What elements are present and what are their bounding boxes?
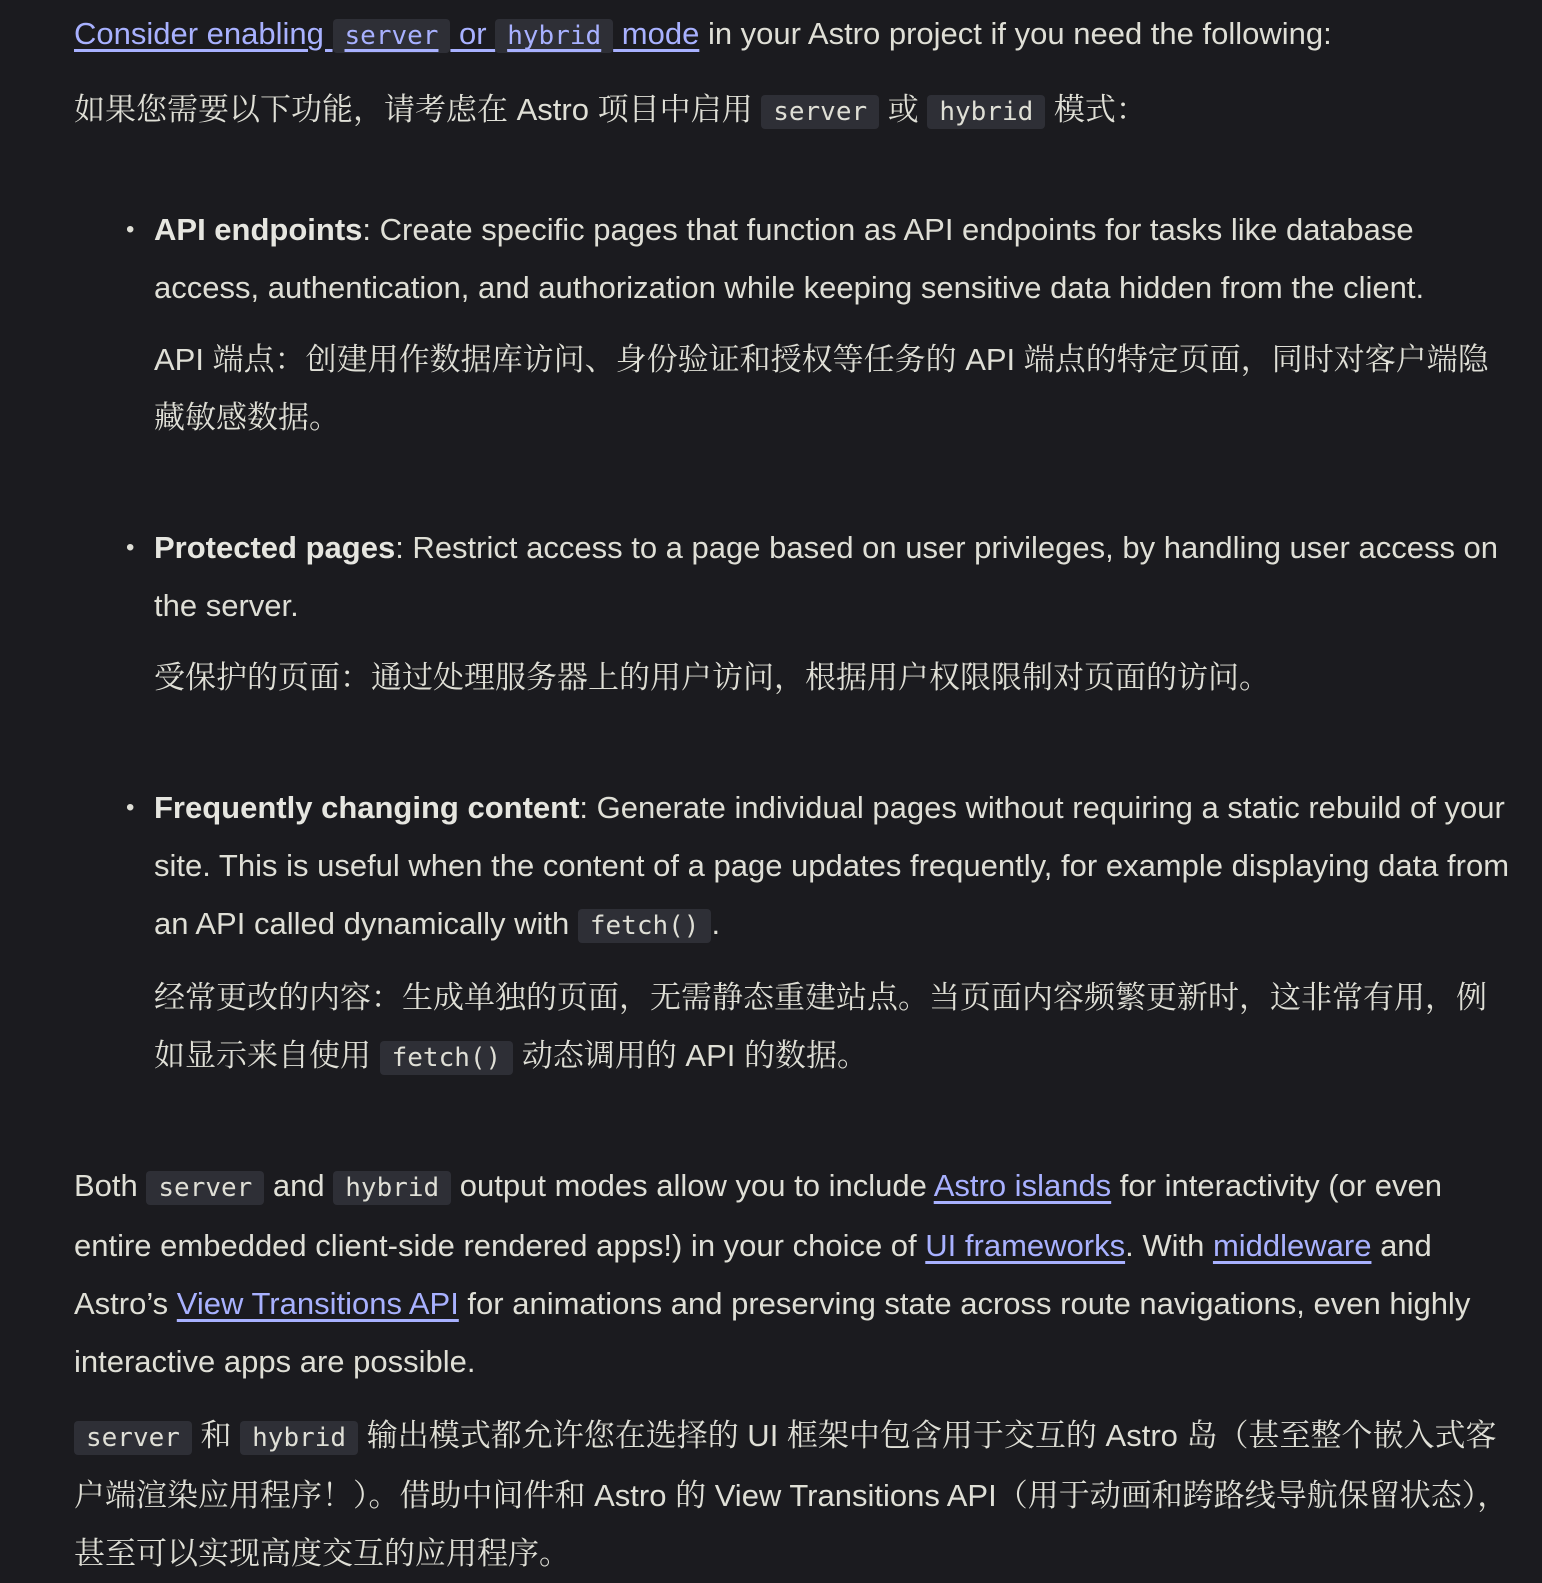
bullet-icon: • <box>126 534 135 561</box>
item-text-zh: 经常更改的内容：生成单独的页面，无需静态重建站点。当页面内容频繁更新时，这非常有用，例如显示来自使用 fetch() 动态调用的 API 的数据。 <box>154 980 1487 1073</box>
code-hybrid: hybrid <box>927 95 1045 129</box>
list-item: • Frequently changing content: Generate individual pages without requiring a static rebuild of your site. This is useful when the content of a page updates frequently, for example displaying data from an API called dynamically with fetch() . 经常更改的内容：生成单独的页面，无需静态重建站点。当页面内容频繁更新时，这非常有用，例如显示来自使用 fetch() 动态调用的 API 的数据。 <box>154 779 1514 1087</box>
view-transitions-link[interactable]: View Transitions API <box>176 1286 459 1321</box>
ui-frameworks-link[interactable]: UI frameworks <box>925 1228 1126 1263</box>
code-hybrid: hybrid <box>240 1421 358 1455</box>
code-server: server <box>333 19 451 53</box>
code-server: server <box>74 1421 192 1455</box>
list-item: • Protected pages: Restrict access to a page based on user privileges, by handling user access on the server. 受保护的页面：通过处理服务器上的用户访问，根据用户权限限制对页面的访问。 <box>154 519 1514 707</box>
bullet-icon: • <box>126 794 135 821</box>
bullet-icon: • <box>126 216 135 243</box>
item-text-zh: API 端点：创建用作数据库访问、身份验证和授权等任务的 API 端点的特定页面，同时对客户端隐藏敏感数据。 <box>154 342 1489 435</box>
feature-list <box>74 201 1514 1087</box>
code-server: server <box>761 95 879 129</box>
output-mode-link[interactable]: Consider enabling server or hybrid mode <box>74 16 700 51</box>
outro-paragraph-zh: server 和 hybrid 输出模式都允许您在选择的 UI 框架中包含用于交互的 Astro 岛（甚至整个嵌入式客户端渲染应用程序！）。借助中间件和 Astro 的 View Transitions API（用于动画和跨路线导航保留状态），甚至可以实现高度交互的应用程序。 <box>74 1418 1509 1571</box>
code-server: server <box>146 1171 264 1205</box>
astro-islands-link[interactable]: Astro islands <box>933 1168 1112 1203</box>
outro-paragraph: Both server and hybrid output modes allow you to include Astro islands for interactivity (or even entire embedded client-side rendered apps!) in your choice of UI frameworks. With middleware and Astro’s View Transitions API for animations and preserving state across route navigations, even highly interactive apps are possible. <box>74 1168 1471 1379</box>
item-text-zh: 受保护的页面：通过处理服务器上的用户访问，根据用户权限限制对页面的访问。 <box>154 660 1270 695</box>
list-item: • API endpoints: Create specific pages that function as API endpoints for tasks like database access, authentication, and authorization while keeping sensitive data hidden from the client. API 端点：创建用作数据库访问、身份验证和授权等任务的 API 端点的特定页面，同时对客户端隐藏敏感数据。 <box>154 201 1514 447</box>
item-title: API endpoints <box>154 212 363 247</box>
item-title: Protected pages <box>154 530 396 565</box>
code-hybrid: hybrid <box>333 1171 451 1205</box>
intro-paragraph-zh: 如果您需要以下功能，请考虑在 Astro 项目中启用 server 或 hybrid 模式： <box>74 92 1147 127</box>
code-hybrid: hybrid <box>495 19 613 53</box>
middleware-link[interactable]: middleware <box>1212 1228 1372 1263</box>
item-title: Frequently changing content <box>154 790 580 825</box>
code-fetch: fetch() <box>578 909 712 943</box>
intro-paragraph: Consider enabling server or hybrid mode in your Astro project if you need the following: <box>74 16 1332 51</box>
code-fetch: fetch() <box>380 1041 514 1075</box>
article-content <box>74 5 1514 1583</box>
